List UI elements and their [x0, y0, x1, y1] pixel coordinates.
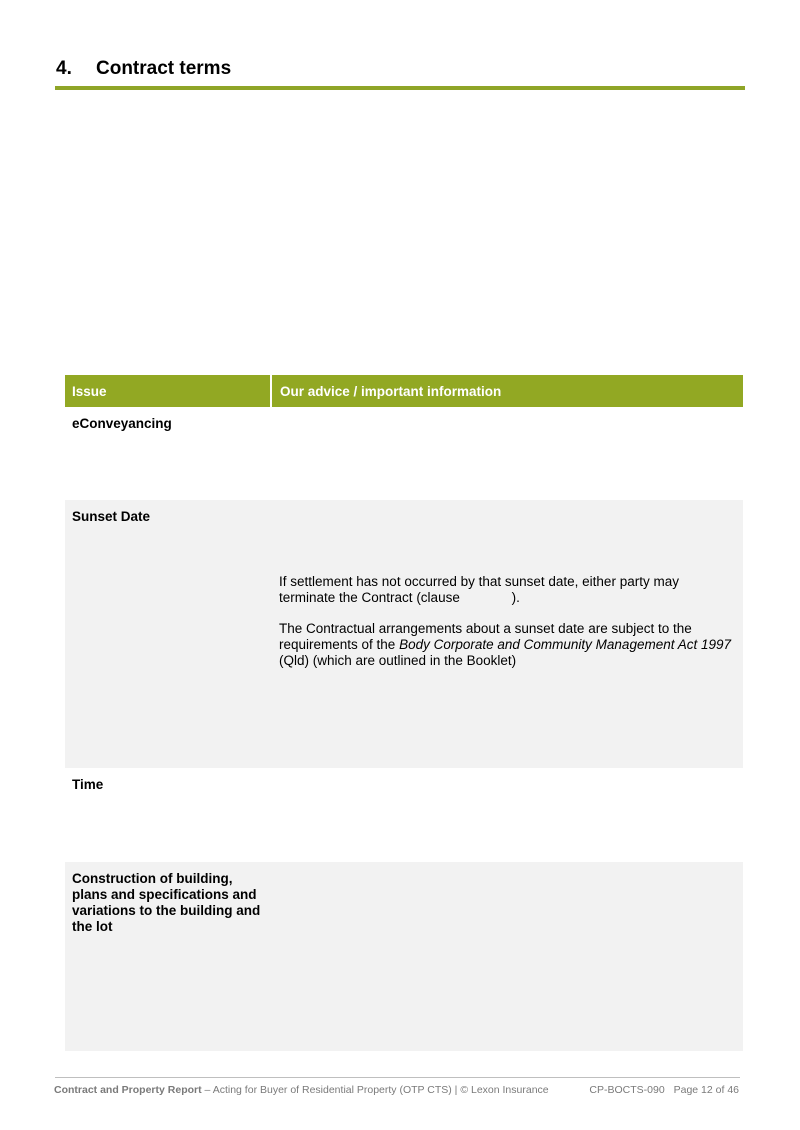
advice-cell [271, 500, 743, 768]
document-code: CP-BOCTS-090 [589, 1084, 665, 1096]
table-row [65, 768, 743, 862]
advice-paragraph [279, 574, 736, 606]
advice-cell [271, 862, 743, 1051]
issue-column-header: Issue [65, 375, 271, 407]
table-row [65, 862, 743, 1051]
footer-divider [55, 1077, 740, 1078]
advice-text: The Contractual arrangements about a sunset date are subject to the requirements of the [279, 621, 692, 652]
advice-paragraph [279, 621, 736, 669]
table-header-row [65, 375, 743, 407]
page-number: Page 12 of 46 [673, 1084, 739, 1096]
section-title: Contract terms [96, 58, 232, 79]
issue-cell: Construction of building, plans and specifications and variations to the building and the lot [65, 862, 271, 1051]
act-title: Body Corporate and Community Management Act 1997 [399, 637, 732, 652]
advice-cell [271, 768, 743, 862]
section-number: 4. [56, 58, 72, 79]
advice-cell [271, 407, 743, 500]
table-row [65, 407, 743, 500]
report-name: Contract and Property Report [54, 1084, 202, 1096]
table-row [65, 500, 743, 768]
advice-text: ). [511, 590, 520, 605]
contract-terms-table [65, 375, 743, 1051]
report-description: – Acting for Buyer of Residential Property (OTP CTS) | © Lexon Insurance [204, 1084, 549, 1096]
issue-cell: Sunset Date [65, 500, 271, 768]
heading-divider [55, 86, 745, 90]
advice-text: (Qld) (which are outlined in the Booklet) [279, 653, 517, 668]
sunset-advice [278, 509, 736, 669]
advice-column-header: Our advice / important information [271, 375, 743, 407]
advice-text: If settlement has not occurred by that sunset date, either party may terminate the Contract (clause [279, 574, 679, 605]
issue-cell: eConveyancing [72, 416, 172, 431]
issue-cell: Time [72, 777, 104, 792]
footer-right [589, 1084, 739, 1096]
footer-left [54, 1084, 549, 1096]
section-heading [56, 58, 231, 80]
